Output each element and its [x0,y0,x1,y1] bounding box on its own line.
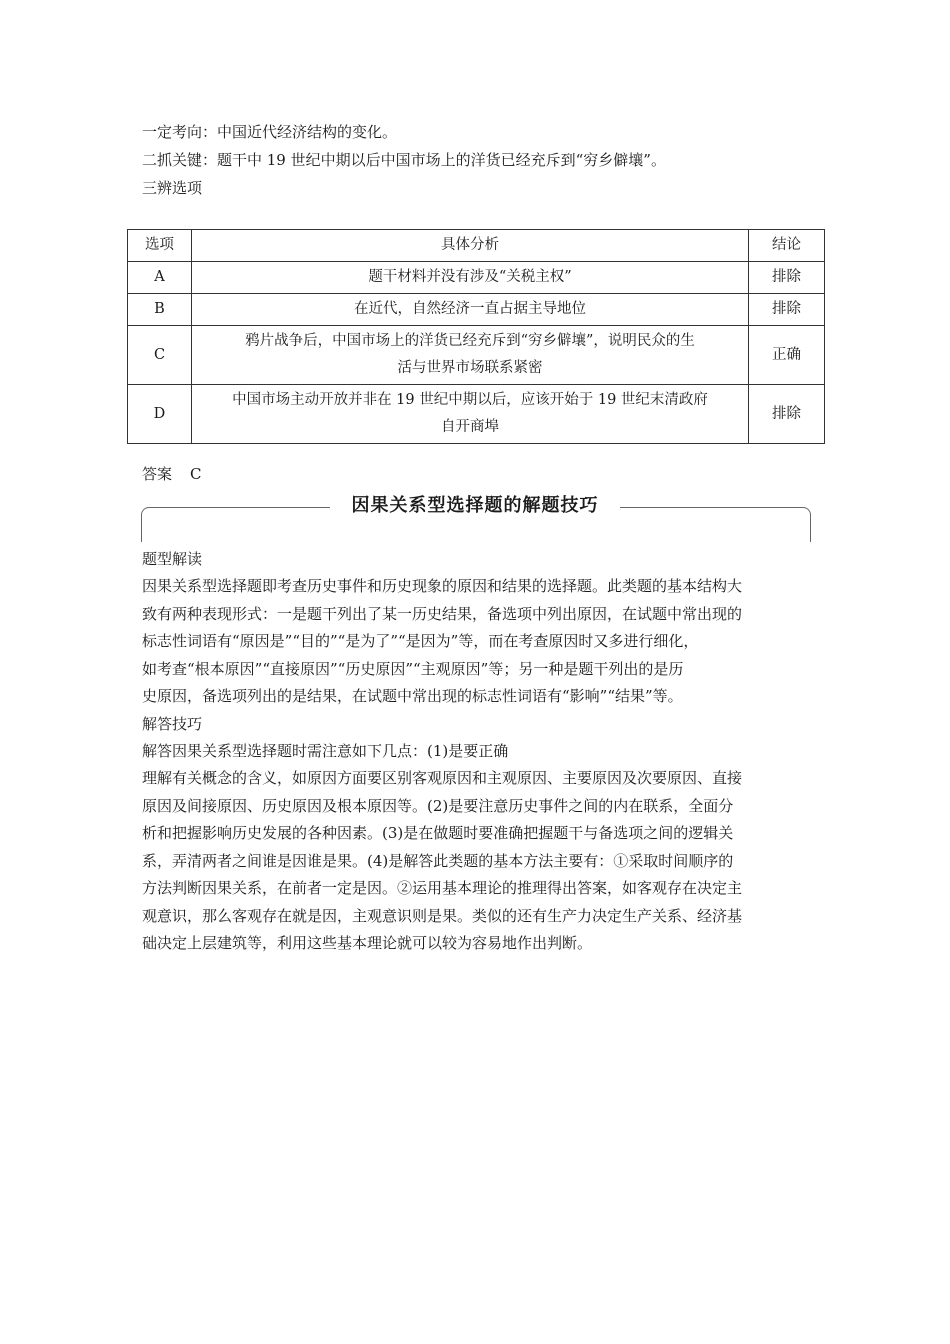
analysis-line: 鸦片战争后，中国市场上的洋货已经充斥到“穷乡僻壤”，说明民众的生 [245,333,695,349]
paragraph-line: 析和把握影响历史发展的各种因素。(3)是在做题时要准确把握题干与备选项之间的逻辑关 [142,824,734,842]
paragraph-line: 因果关系型选择题即考查历史事件和历史现象的原因和结果的选择题。此类题的基本结构大 [142,577,743,595]
paragraph-line: 原因及间接原因、历史原因及根本原因等。(2)是要注意历史事件之间的内在联系，全面分 [142,796,734,815]
analysis-cell [192,294,749,326]
paragraph-line: 础决定上层建筑等，利用这些基本理论就可以较为容易地作出判断。 [142,934,593,952]
option-cell: C [128,326,192,385]
answer-label: 答案 [142,465,173,483]
section-title: 因果关系型选择题的解题技巧 [330,494,620,518]
paragraph-line: 致有两种表现形式：一是题干列出了某一历史结果，备选项中列出原因，在试题中常出现的 [142,604,743,623]
paragraph-line: 史原因，备选项列出的是结果，在试题中常出现的标志性词语有“影响”“结果”等。 [142,687,683,705]
skills-first-line: 解答因果关系型选择题时需注意如下几点：(1)是要正确 [142,742,509,760]
skills-heading: 解答技巧 [142,715,203,733]
analysis-line: 自开商埠 [441,419,499,435]
paragraph-line: 观意识，那么客观存在就是因，主观意识则是果。类似的还有生产力决定生产关系、经济基 [142,906,743,925]
analysis-line: 题干材料并没有涉及“关税主权” [368,269,572,285]
table-row [128,262,825,294]
skills-paragraph [142,765,742,958]
intro-line-1: 一定考向：中国近代经济结构的变化。 [142,123,398,141]
paragraph-line: 如考查“根本原因”“直接原因”“历史原因”“主观原因”等；另一种是题干列出的是历 [142,659,684,678]
answer-value: C [190,465,202,483]
analysis-cell [192,326,749,385]
analysis-cell [192,385,749,444]
option-cell: B [128,294,192,326]
analysis-cell [192,262,749,294]
intro-line-3: 三辨选项 [142,179,203,197]
analysis-line: 在近代，自然经济一直占据主导地位 [354,301,586,317]
conclusion-cell: 排除 [749,385,825,444]
conclusion-cell: 排除 [749,262,825,294]
options-analysis-table [127,229,825,444]
paragraph-line: 系，弄清两者之间谁是因谁是果。(4)是解答此类题的基本方法主要有：①采取时间顺序的 [142,851,734,870]
reading-heading: 题型解读 [142,550,203,568]
analysis-line: 活与世界市场联系紧密 [397,360,543,376]
option-cell: D [128,385,192,444]
table-header-cell: 结论 [749,230,825,262]
intro-line-2: 二抓关键：题干中 19 世纪中期以后中国市场上的洋货已经充斥到“穷乡僻壤”。 [142,151,666,169]
paragraph-line: 方法判断因果关系，在前者一定是因。②运用基本理论的推理得出答案，如客观存在决定主 [142,879,743,897]
answer-line [142,464,202,484]
conclusion-cell: 正确 [749,326,825,385]
paragraph-line: 标志性词语有“原因是”“目的”“是为了”“是因为”等，而在考查原因时又多进行细化， [142,632,699,650]
analysis-line: 中国市场主动开放并非在 19 世纪中期以后，应该开始于 19 世纪末清政府 [232,392,708,408]
option-cell: A [128,262,192,294]
paragraph-line: 理解有关概念的含义，如原因方面要区别客观原因和主观原因、主要原因及次要原因、直接 [142,769,743,787]
table-header-cell: 具体分析 [192,230,749,262]
table-header-cell: 选项 [128,230,192,262]
table-header-row [128,230,825,262]
reading-paragraph [142,573,742,711]
table-row [128,385,825,444]
conclusion-cell: 排除 [749,294,825,326]
table-row [128,294,825,326]
table-row [128,326,825,385]
